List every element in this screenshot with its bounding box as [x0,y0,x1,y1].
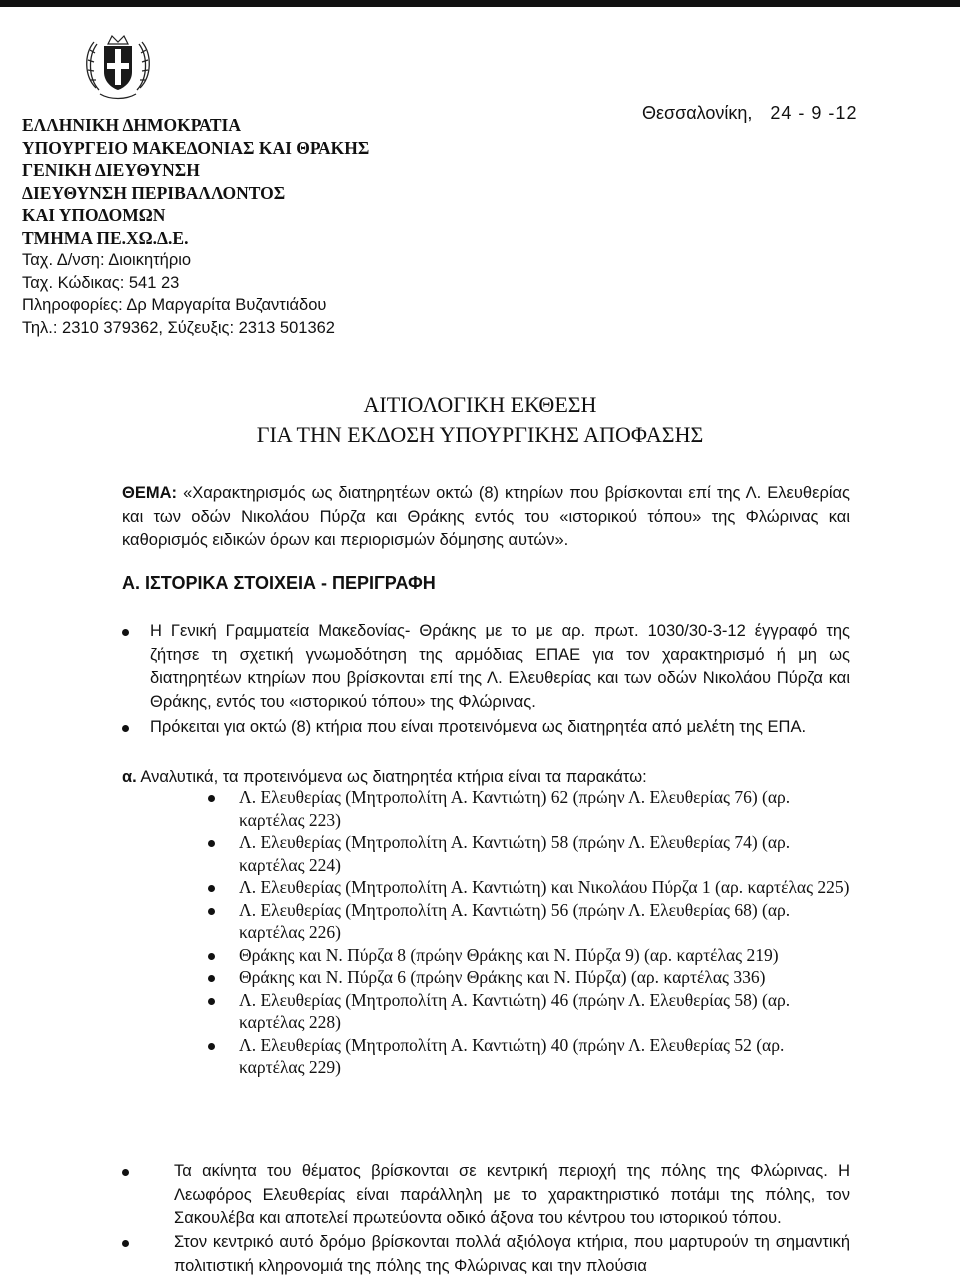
phone-numbers: Τηλ.: 2310 379362, Σύζευξις: 2313 501362 [22,318,335,337]
item-label: α. [122,768,137,786]
list-item [206,944,851,967]
bullet-icon [208,953,215,960]
bullet-icon [122,1240,129,1247]
bullet-icon [208,998,215,1005]
bullet-icon [208,908,215,915]
bullet-icon [208,1043,215,1050]
paragraph-request [122,620,850,714]
building-text: Λ. Ελευθερίας (Μητροπολίτη Α. Καντιώτη) 58 (πρώην Λ. Ελευθερίας 74) (αρ. καρτέλας 224) [239,832,791,875]
paragraph-eight-buildings [122,716,850,740]
building-text: Λ. Ελευθερίας (Μητροπολίτη Α. Καντιώτη) 46 (πρώην Λ. Ελευθερίας 58) (αρ. καρτέλας 228) [239,989,791,1032]
list-item [206,989,851,1034]
top-border-line [0,0,960,7]
paragraph-central-road [122,1231,850,1278]
building-text: Λ. Ελευθερίας (Μητροπολίτη Α. Καντιώτη) 40 (πρώην Λ. Ελευθερίας 52 (αρ. καρτέλας 229) [239,1034,785,1077]
sender-header-block [22,114,369,339]
bullet-icon [122,629,129,636]
paragraph-text: Τα ακίνητα του θέματος βρίσκονται σε κεντρική περιοχή της πόλης της Φλώρινας. Η Λεωφόρος Ελευθερίας είναι παράλληλη με το χαρακτηριστικό ποτάμι της πόλης, τον Σακουλέβα και αποτελεί πρωτεύοντα οδικό άξονα του κέντρου του ιστορικού τόπου. [174,1162,850,1227]
header-line: ΓΕΝΙΚΗ ΔΙΕΥΘΥΝΣΗ [22,160,200,180]
building-text: Θράκης και Ν. Πύρζα 6 (πρώην Θράκης και Ν. Πύρζα) (αρ. καρτέλας 336) [239,967,766,987]
subject-text: «Χαρακτηρισμός ως διατηρητέων οκτώ (8) κτηρίων που βρίσκονται επί της Λ. Ελευθερίας και των οδών Νικολάου Πύρζα και Θράκης εντός του «ιστορικού τόπου» της Φλώρινας και καθορισμός ειδικών όρων και περιορισμών δόμησης αυτών». [122,484,850,549]
building-text: Θράκης και Ν. Πύρζα 8 (πρώην Θράκης και Ν. Πύρζα 9) (αρ. καρτέλας 219) [239,944,779,965]
title-line-2: ΓΙΑ ΤΗΝ ΕΚΔΟΣΗ ΥΠΟΥΡΓΙΚΗΣ ΑΠΟΦΑΣΗΣ [256,422,704,447]
list-item [206,966,851,989]
paragraph-text: Η Γενική Γραμματεία Μακεδονίας- Θράκης με το με αρ. πρωτ. 1030/30-3-12 έγγραφό της ζήτησε τη σχετική γνωμοδότηση της αρμόδιας ΕΠΑΕ για τον χαρακτηρισμό ή μη ως διατηρητέων κτηρίων που βρίσκονται επί της Λ. Ελευθερίας και των οδών Νικολάου Πύρζα και Θράκης, εντός του «ιστορικού τόπου» της Φλώρινας. [150,622,850,711]
subject-paragraph [122,482,850,553]
postal-code: Ταχ. Κώδικας: 541 23 [22,273,180,292]
header-line: ΥΠΟΥΡΓΕΙΟ ΜΑΚΕΔΟΝΙΑΣ ΚΑΙ ΘΡΑΚΗΣ [22,137,370,158]
paragraph-text: Πρόκειται για οκτώ (8) κτήρια που είναι προτεινόμενα ως διατηρητέα από μελέτη της ΕΠΑ. [150,718,807,736]
place-and-date [642,103,857,124]
list-item [206,831,851,876]
title-line-1: ΑΙΤΙΟΛΟΓΙΚΗ ΕΚΘΕΣΗ [363,392,597,417]
header-line: ΤΜΗΜΑ ΠΕ.ΧΩ.Δ.Ε. [22,227,189,248]
header-line: ΔΙΕΥΘΥΝΣΗ ΠΕΡΙΒΑΛΛΟΝΤΟΣ [22,182,286,203]
subject-label: ΘΕΜΑ: [122,484,177,502]
postal-address: Ταχ. Δ/νση: Διοικητήριο [22,251,192,269]
greek-coat-of-arms-emblem [78,28,158,108]
list-item [206,876,851,899]
contact-person: Πληροφορίες: Δρ Μαργαρίτα Βυζαντιάδου [22,296,327,314]
header-line: ΚΑΙ ΥΠΟΔΟΜΩΝ [22,205,166,225]
buildings-list [206,786,851,1079]
bullet-icon [122,1169,129,1176]
bullet-icon [208,885,215,892]
building-text: Λ. Ελευθερίας (Μητροπολίτη Α. Καντιώτη) 56 (πρώην Λ. Ελευθερίας 68) (αρ. καρτέλας 226) [239,899,791,942]
header-line: ΕΛΛΗΝΙΚΗ ΔΗΜΟΚΡΑΤΙΑ [22,115,241,135]
building-text: Λ. Ελευθερίας (Μητροπολίτη Α. Καντιώτη) 62 (πρώην Λ. Ελευθερίας 76) (αρ. καρτέλας 223) [239,787,791,830]
date: 24 - 9 -12 [770,103,858,123]
place: Θεσσαλονίκη, [642,103,753,123]
list-item [206,786,851,831]
bullet-icon [208,840,215,847]
bullet-icon [208,975,215,982]
paragraph-text: Στον κεντρικό αυτό δρόμο βρίσκονται πολλά αξιόλογα κτήρια, που μαρτυρούν τη σημαντική πολιτιστική κληρονομιά της πόλης της Φλώρινας και την πλούσια [174,1233,850,1275]
building-text: Λ. Ελευθερίας (Μητροπολίτη Α. Καντιώτη) και Νικολάου Πύρζα 1 (αρ. καρτέλας 225) [239,877,850,897]
paragraph-text: Αναλυτικά, τα προτεινόμενα ως διατηρητέα κτήρια είναι τα παρακάτω: [140,768,647,786]
bullet-icon [122,725,129,732]
document-title [0,390,960,450]
bullet-icon [208,795,215,802]
list-item [206,1034,851,1079]
list-item [206,899,851,944]
paragraph-location [122,1160,850,1231]
section-a-heading: Α. ΙΣΤΟΡΙΚΑ ΣΤΟΙΧΕΙΑ - ΠΕΡΙΓΡΑΦΗ [122,573,436,593]
